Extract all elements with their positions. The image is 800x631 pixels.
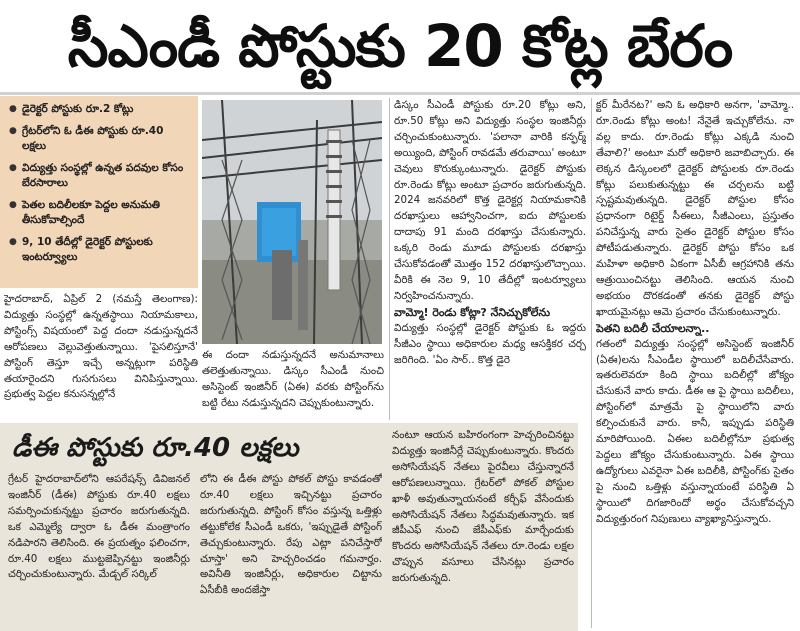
article-paragraph: గతంలో విద్యుత్తు సంస్థల్లో అసిస్టెంట్ ఇంజినీర్ (ఏఈ)లను సీఎండీల స్థాయిలో బదిలీచేసేవారు. ఇతరులెవరూ కింది స్థాయి బదిలీల్లో జోక్యం చేసుకునే వారు కాదు. డీఈ ఆ పై స్థాయి బదిలీలు, పోస్టింగ్‌లో మాత్రమే పై స్థాయిలోని వారు కల్పించుకునే వారు. కానీ, ఇప్పుడు పరిస్థితి మారిపోయింది. ఏఈల బదిలీల్లోనూ ప్రభుత్వ పెద్దలు జోక్యం చేసుకుంటున్నారు. ఏఈ స్థాయి ఉద్యోగులు ఎవరైనా ఏఈ బదిలీకి, పోస్టింగ్‌కు సైతం పై నుంచి ఒత్తిళ్లు వస్తున్నాయంటే పరిస్థితి ఏ స్థాయిలో దిగజారిందో అర్థం చేసుకోవచ్చని విద్యుత్తురంగ నిపుణులు వ్యాఖ్యానిస్తున్నారు.	[596, 337, 794, 525]
highlight-item: ● పెతల బదిలీలకూ పెద్దల అనుమతి తీసుకోవాల్సిందే	[22, 198, 190, 228]
article-column-3	[394, 98, 586, 420]
panel-column-1	[8, 472, 190, 628]
highlight-item: ● గ్రేటర్‌లోని ఓ డీఈ పోస్టుకు రూ.40 లక్షలు	[22, 124, 190, 154]
article-paragraph: హైదరాబాద్, ఏప్రిల్ 2 (నమస్తే తెలంగాణ): విద్యుత్తు సంస్థల్లో ఉన్నతస్థాయి నియామకాలు, పోస్టింగ్స్ విషయంలో పెద్ద దందా నడుస్తున్నదనే ఆరోపణలు వెల్లువెత్తుతున్నాయి. 'పైసలిస్తూనే' పోస్టింగ్ తెస్తూ ఇచ్చే అన్నట్లుగా పరిస్థితి తయారైందని గుసగుసలు వినిపిస్తున్నాయి. ప్రభుత్వ పెద్దల కనుసన్నల్లోనే	[4, 293, 198, 401]
subheading: వామ్మో! రెండు కోట్లా? నేనిచ్చుకోలేను	[394, 305, 551, 319]
column-divider	[389, 98, 390, 420]
article-paragraph: ఈ దందా నడుస్తున్నదనే అనుమానాలు తలెత్తుతున్నాయి. డిస్కం సీఎండీ నుంచి అసిస్టెంట్ ఇంజినీర్ (ఏఈ) వరకు పోస్టింగ్‌ను బట్టి రేటు నడుస్తున్నదని చెప్పుకుంటున్నారు.	[202, 349, 384, 409]
substation-illustration	[202, 100, 382, 344]
highlight-item: ● 9, 10 తేదీల్లో డైరెక్టర్ పోస్టులకు ఇంటర్వ్యూలు	[22, 235, 190, 265]
panel-paragraph: లోని ఈ డీఈ పోస్టు పోకల్ పోస్టు కావడంతో రూ.40 లక్షలు ఇచ్చినట్టు ప్రచారం జరుగుతున్నది. పోస్టింగ్ కోసం వస్తున్న ఒత్తిళ్లు తట్టుకోలేక సీఎండీ ఒకరు, 'ఇప్పుడైతే పోస్టింగ్ తెచ్చుకుంటున్నారు. రేపు ఎట్లా పనిచేస్తారో చూస్తా' అని హెచ్చరించడం గమనార్హం. అవినీతి ఇంజినీర్లు, అధికారుల చిట్టాను ఏసీబీకి అందజేస్తా	[200, 473, 382, 597]
panel-paragraph: నంటూ ఆయన బహిరంగంగా హెచ్చరించినట్టు విద్యుత్తు ఇంజినీర్లే చెప్పుకుంటున్నారు. కొందరు అసోసియేషన్ నేతలు పైరవీలు చేస్తున్నారనే ఆరోపణలున్నాయి. గ్రేటర్‌లో పోకల్ పోస్టుల ఖాళీ అవుతున్నాయనంటే కర్చీఫ్ వేసేందుకు అసోసియేషన్ నేతలు సిద్ధమవుతున్నారు. ఇక జీపీఎఫ్ నుంచి జేపీఎఫ్‌కు మార్చేందుకు కొందరు అసోసియేషన్ నేతలు రూ.రెండు లక్షల చొప్పున వసూలు చేసినట్లు ప్రచారం జరుగుతున్నది.	[392, 429, 574, 585]
panel-paragraph: గ్రేటర్ హైదరాబాద్‌లోని ఆపరేషన్స్ డివిజనల్ ఇంజినీర్ (డీఈ) పోస్టుకు రూ.40 లక్షలు సమర్పించుకున్నట్టు ప్రచారం జరుగుతున్నది. ఒక ఎమ్మెల్యే ద్వారా ఓ డీఈ మంత్రాంగం నడిపారని తెలిసింది. ఈ ప్రయత్నం ఫలించగా, రూ.40 లక్షలు ముట్టజెప్పినట్టు ఇంజినీర్లు చర్చించుకుంటున్నారు. మేడ్చల్ సర్కిల్‌	[8, 473, 190, 581]
column-divider	[591, 98, 592, 628]
highlights-list	[8, 102, 190, 265]
panel-column-3	[392, 428, 574, 628]
article-paragraph: విద్యుత్తు సంస్థల్లో డైరెక్టర్ పోస్టుకు ఓ ఇద్దరు సీజీఎం స్థాయి అధికారుల మధ్య ఆసక్తికర చర్చ జరిగింది. 'ఏం సార్.. కొత్త డైరె	[394, 321, 586, 366]
panel-column-2	[200, 472, 382, 628]
article-column-1	[4, 292, 198, 420]
highlight-item: ● డైరెక్టర్ పోస్టుకు రూ.2 కోట్లు	[22, 102, 190, 117]
article-column-4	[596, 98, 794, 628]
article-paragraph: క్టర్ మీరేనట?' అని ఓ అధికారి అనగా, 'వామ్మో.. రూ.రెండు కోట్లు అంట! నేనైతే ఇచ్చుకోలేను. నా వల్ల కాదు. రూ.రెండు కోట్లు ఎక్కడి నుంచి తేవాలి?' అంటూ మరో అధికారి జవాబిచ్చారు. ఈ లెక్కన డిస్కంలలో డైరెక్టర్ పోస్టులకు రూ.రెండు కోట్లు పలుకుతున్నట్టు ఈ చర్చలను బట్టి స్పష్టమవుతున్నది. డైరెక్టర్ పోస్టుల కోసం ప్రధానంగా రిటైర్డ్ సీఈలు, సీజీఎంలు, ప్రస్తుతం పనిచేస్తున్న వారు సైతం డైరెక్టర్ పోస్టుల కోసం పోటీపడుతున్నారు. డైరెక్టర్ పోస్టు కోసం ఒక మహిళా అధికారి ఏకంగా ఏసీబీ ఆగ్రహానికి తను ఆత్రుయించినట్టు తెలిసింది. ఆయన నుంచి అభయం దొరకడంతో తనకు డైరెక్టర్ పోస్టు ఖాయమైనట్లు ఆమె ప్రచారం చేసుకుంటున్నారు.	[596, 99, 794, 318]
highlights-box	[0, 96, 198, 288]
subheading: పెతని బదిలీ చేయాలన్నా..	[596, 321, 710, 335]
headline-divider	[0, 92, 800, 95]
article-paragraph: డిస్కం సీఎండీ పోస్టుకు రూ.20 కోట్లు అని, రూ.50 కోట్లు అని విద్యుత్తు సంస్థల ఇంజినీర్లు చర్చించుకుంటున్నారు. 'పలానా వారికి కన్ఫర్మ్ అయ్యింది, పోస్టింగ్ రావడమే తరువాయి' అంటూ చెవులు కొరుక్కుంటున్నారు. డైరెక్టర్ పోస్టుకు రూ.రెండు కోట్లు అంటూ ప్రచారం జరుగుతున్నది. 2024 జనవరిలో కొత్త డైరెక్టర్ల నియామకానికి దరఖాస్తులు ఆహ్వానించగా, ఐదు పోస్టులకు దాదాపు 91 మంది దరఖాస్తు చేసుకున్నారు. ఒక్కరి రెండు మూడు పోస్టులకు దరఖాస్తు చేసుకోవడంతో మొత్తం 152 దరఖాస్తులొచ్చాయి. వీరికి ఈ నెల 9, 10 తేదీల్లో ఇంటర్వ్యూలు నిర్వహించనున్నారు.	[394, 99, 586, 302]
article-column-2	[202, 348, 384, 420]
substation-photo	[202, 100, 382, 344]
headline: సీఎండీ పోస్టుకు 20 కోట్ల బేరం	[67, 12, 733, 80]
highlight-item: ● విద్యుత్తు సంస్థల్లో ఉన్నత పదవుల కోసం బేరసారాలు	[22, 161, 190, 191]
panel-title: డీఈ పోస్టుకు రూ.40 లక్షలు	[12, 433, 299, 463]
